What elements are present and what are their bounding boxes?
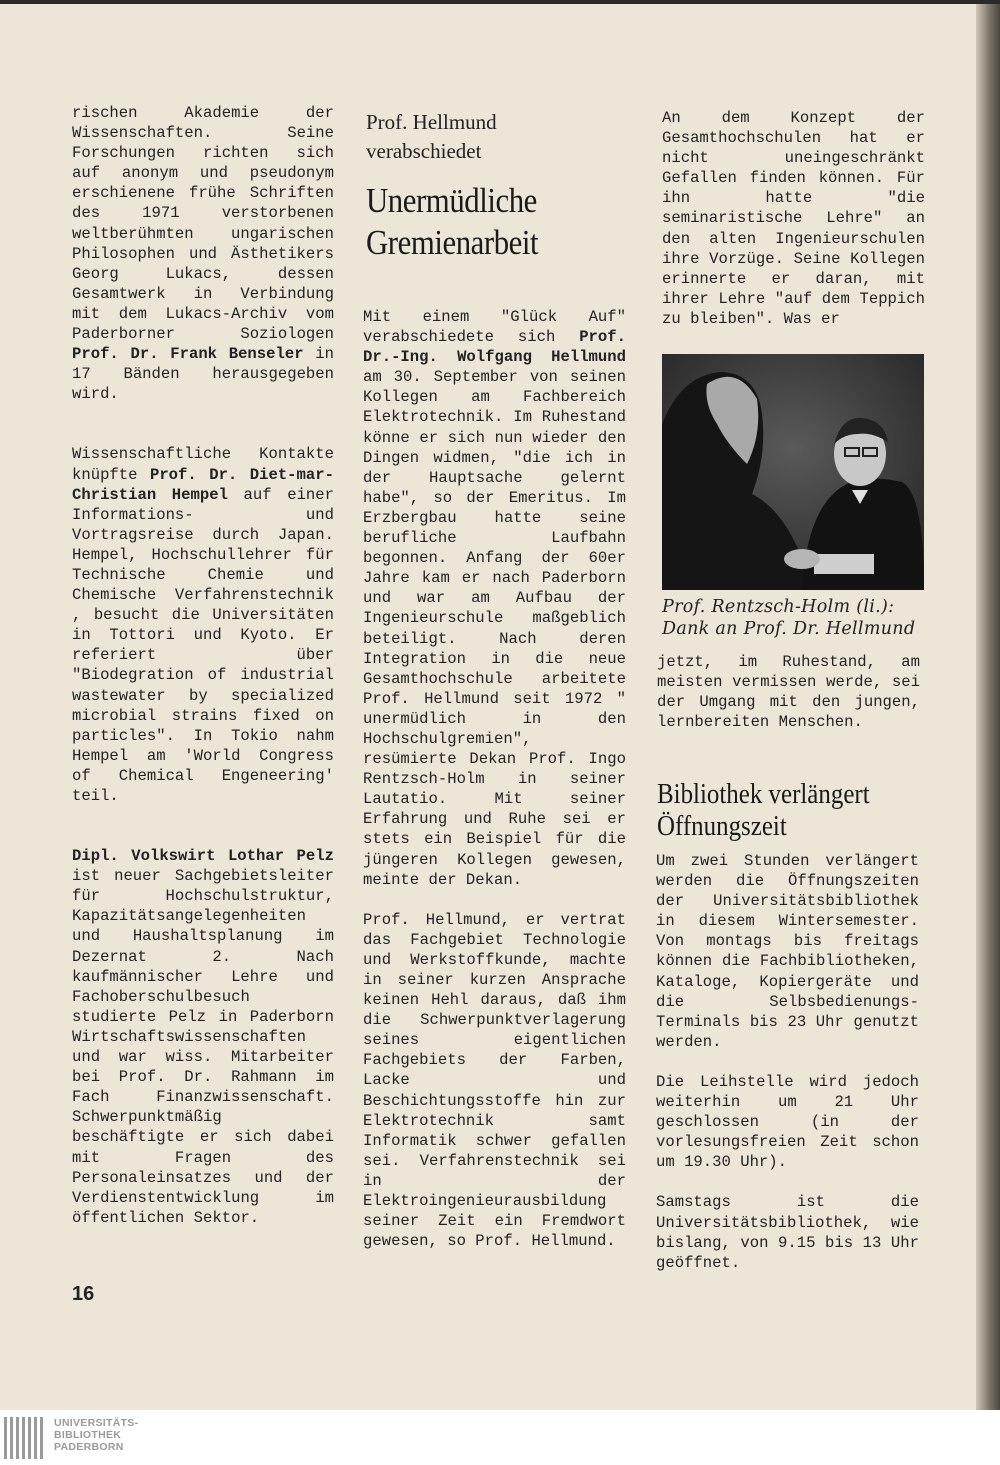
book-spine-shadow — [976, 4, 1000, 1410]
article-headline: Unermüdliche Gremienarbeit — [366, 181, 539, 262]
article-photo — [662, 354, 924, 590]
photo-image — [662, 354, 924, 590]
article-kicker: Prof. Hellmund verabschiedet — [366, 110, 497, 163]
library-headline: Bibliothek verlängert Öffnungszeit — [657, 778, 870, 842]
article-paragraph-2: Prof. Hellmund, er vertrat das Fachgebiet Technologie und Werkstoffkunde, machte in seiner kurzen Ansprache keinen Hehl daraus, daß ihm die Schwerpunktverlagerung seines eigentlichen Fachgebiets der Farben, Lacke und Beschichtungsstoffe hin zur Elektrotechnik samt Informatik schwer gefallen sei. Verfahrenstechnik sei in der Elektroingenieurausbildung seiner Zeit ein Fremdwort gewesen, so Prof. Hellmund. — [363, 910, 626, 1251]
name-hempel: Prof. Dr. Diet-mar-Christian Hempel — [72, 465, 334, 504]
name-benseler: Prof. Dr. Frank Benseler — [72, 345, 304, 364]
name-hellmund: Prof. Dr.-Ing. Wolfgang Hellmund — [363, 328, 626, 367]
lukacs-paragraph: rischen Akademie der Wissenschaften. Seine Forschungen richten sich auf anonym und pseudonym erschienene frühe Schriften des 1971 verstorbenen weltberühmten ungarischen Philosophen und Ästhetikers Georg Lukacs, dessen Gesamtwerk in Verbindung mit dem Lukacs-Archiv vom Paderborner Soziologen Prof. Dr. Frank Benseler in 17 Bänden herausgegeben wird. — [72, 104, 334, 404]
name-pelz: Dipl. Volkswirt Lothar Pelz — [72, 847, 334, 866]
library-article — [656, 851, 919, 1273]
pelz-paragraph: Dipl. Volkswirt Lothar Pelz ist neuer Sachgebietsleiter für Hochschulstruktur, Kapazitätsangelegenheiten und Haushaltsplanung im Dezernat 2. Nach kaufmännischer Lehre und Fachoberschulbesuch studierte Pelz in Paderborn Wirtschaftswissenschaften und war wiss. Mitarbeiter bei Prof. Dr. Rahmann im Fach Finanzwissenschaft. Schwerpunktmäßig beschäftigte er sich dabei mit Fragen des Personaleinsatzes und der Verdienstentwicklung im öffentlichen Sektor. — [72, 847, 334, 1227]
hempel-paragraph: Wissenschaftliche Kontakte knüpfte Prof. Dr. Diet-mar-Christian Hempel auf einer Informations- und Vortragsreise durch Japan. Hempel, Hochschullehrer für Technische Chemie und Chemische Verfahrenstechnik , besucht die Universitäten in Tottori und Kyoto. Er referiert über "Biodegration of industrial wastewater by specialized microbial strains fixed on particles". In Tokio nahm Hempel am 'World Congress of Chemical Engeneering' teil. — [72, 445, 335, 805]
library-logo — [4, 1416, 224, 1460]
library-paragraph-2: Die Leihstelle wird jedoch weiterhin um 21 Uhr geschlossen (in der vorlesungsfreien Zeit schon um 19.30 Uhr). — [656, 1072, 919, 1172]
article-paragraph-1: Mit einem "Glück Auf" verabschiedete sich Prof. Dr.-Ing. Wolfgang Hellmund am 30. September von seinen Kollegen am Fachbereich Elektrotechnik. Im Ruhestand könne er sich nun wieder den Dingen widmen, "die ich in der Hauptsache gelernt habe", so der Emeritus. Im Erzbergbau hatte seine berufliche Laufbahn begonnen. Anfang der 60er Jahre kam er nach Paderborn und war am Aufbau der Ingenieurschule maßgeblich beteiligt. Nach deren Integration in die neue Gesamthochschule arbeitete Prof. Hellmund seit 1972 " unermüdlich in den Hochschulgremien", resümierte Dekan Prof. Ingo Rentzsch-Holm in seiner Lautatio. Mit seiner Erfahrung und Ruhe sei er stets ein Beispiel für die jüngeren Kollegen gewesen, meinte der Dekan. — [363, 308, 626, 889]
column-left — [72, 103, 334, 1228]
library-logo-text: UNIVERSITÄTS- BIBLIOTHEK PADERBORN — [54, 1417, 139, 1454]
library-bars-icon — [4, 1417, 47, 1459]
photo-caption: Prof. Rentzsch-Holm (li.): Dank an Prof. Dr. Hellmund — [662, 597, 916, 639]
article-paragraph-4: jetzt, im Ruhestand, am meisten vermissen werde, sei der Umgang mit den jungen, lernbereiten Menschen. — [657, 653, 920, 732]
article-paragraph-3: An dem Konzept der Gesamthochschulen hat er nicht uneingeschränkt Gefallen finden können. Für ihn hatte "die seminaristische Lehre" an den alten Ingenieurschulen ihre Vorzüge. Seine Kollegen erinnerte er daran, mit ihrer Lehre "auf dem Teppich zu bleiben". Was er — [662, 109, 925, 328]
library-paragraph-1: Um zwei Stunden verlängert werden die Öffnungszeiten der Universitätsbibliothek in diesem Wintersemester. Von montags bis freitags können die Fachbibliotheken, Kataloge, Kopiergeräte und die Selbsbedienungs-Terminals bis 23 Uhr genutzt werden. — [656, 852, 919, 1051]
page-number: 16 — [72, 1283, 95, 1305]
library-paragraph-3: Samstags ist die Universitätsbibliothek, wie bislang, von 9.15 bis 13 Uhr geöffnet. — [656, 1193, 919, 1272]
column-middle — [363, 307, 626, 1251]
